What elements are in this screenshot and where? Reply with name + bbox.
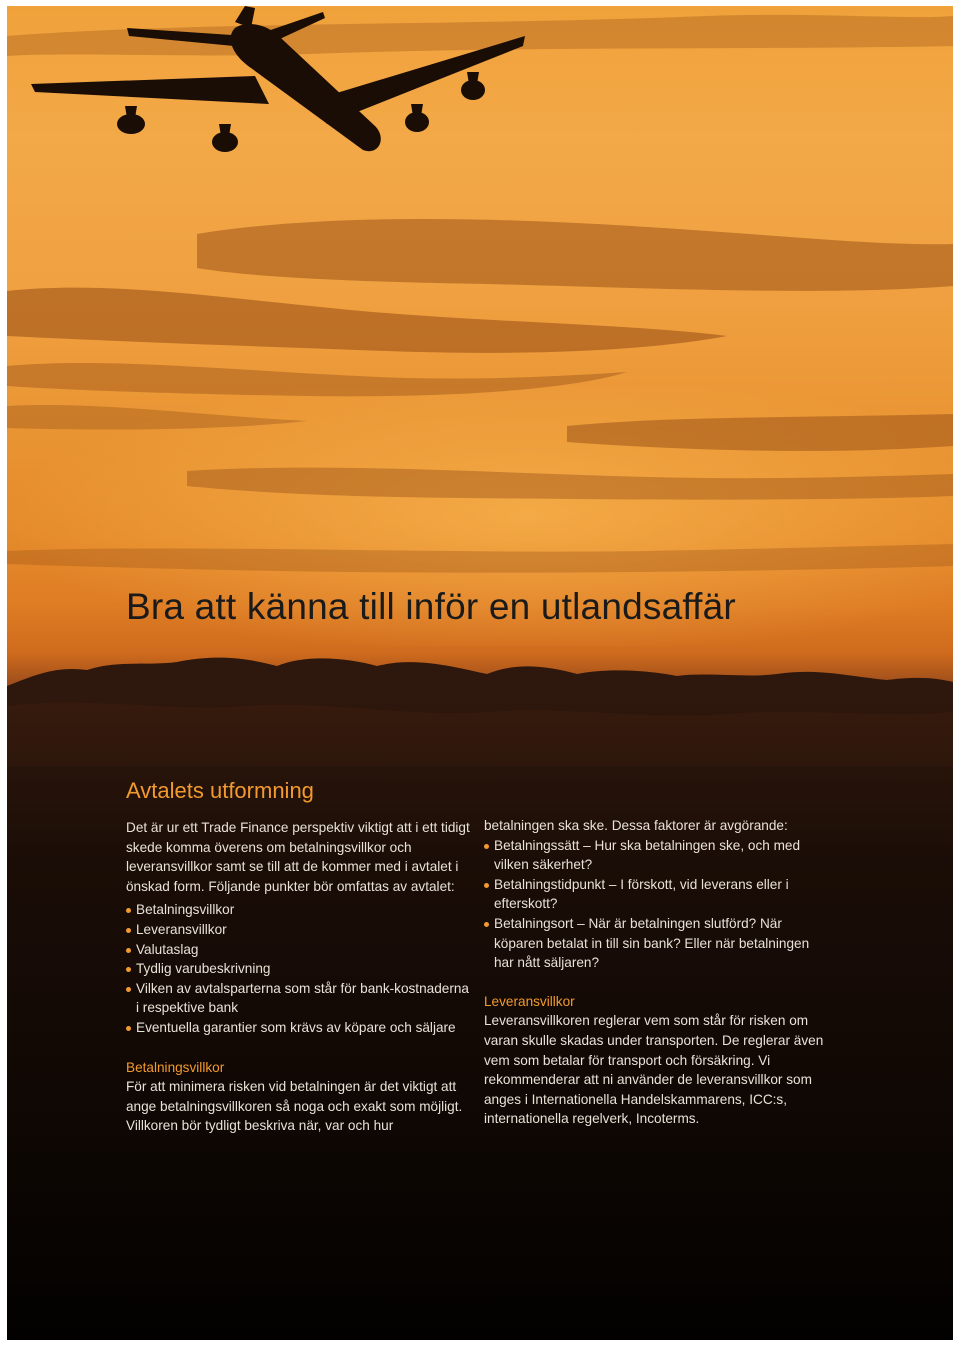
bullet-icon bbox=[126, 987, 131, 992]
list-item-text: Leveransvillkor bbox=[136, 921, 227, 937]
list-item bbox=[126, 940, 471, 960]
left-column bbox=[126, 778, 471, 1136]
bullet-icon bbox=[126, 928, 131, 933]
payment-terms-paragraph: För att minimera risken vid betalningen är det viktigt att ange betalningsvillkoren så noga och exakt som möjligt. Villkoren bör tydligt beskriva när, var och hur bbox=[126, 1079, 463, 1134]
list-item-text: Vilken av avtalsparterna som står för bank-kostnaderna i respektive bank bbox=[136, 980, 469, 1016]
payment-continuation: betalningen ska ske. Dessa faktorer är avgörande: bbox=[484, 818, 788, 833]
list-item bbox=[126, 959, 471, 979]
page-sheet bbox=[7, 6, 953, 1340]
list-item bbox=[126, 979, 471, 1018]
bullet-icon bbox=[126, 948, 131, 953]
list-item-text: Betalningsort – När är betalningen slutförd? När köparen betalat in till sin bank? Eller när betalningen har nått säljaren? bbox=[494, 915, 810, 971]
list-item-text: Betalningsvillkor bbox=[136, 902, 235, 918]
list-item bbox=[126, 900, 471, 920]
intro-paragraph: Det är ur ett Trade Finance perspektiv viktigt att i ett tidigt skede komma överens om betalningsvillkor och leveransvillkor samt se till att de kommer med i avtalet i önskad form. Följande punkter bör omfattas av avtalet: bbox=[126, 820, 470, 894]
list-item bbox=[126, 920, 471, 940]
bullet-icon bbox=[484, 883, 489, 888]
bullet-icon bbox=[126, 1026, 131, 1031]
bullet-icon bbox=[484, 844, 489, 849]
list-item-text: Betalningssätt – Hur ska betalningen ske, och med vilken säkerhet? bbox=[494, 837, 801, 873]
bullet-icon bbox=[126, 908, 131, 913]
section-heading: Avtalets utformning bbox=[126, 778, 314, 803]
list-item-text: Betalningstidpunkt – I förskott, vid leverans eller i efterskott? bbox=[494, 876, 789, 912]
agreement-points-list bbox=[126, 900, 471, 1037]
bullet-icon bbox=[484, 922, 489, 927]
bullet-icon bbox=[126, 967, 131, 972]
list-item bbox=[126, 1018, 471, 1038]
payment-terms-heading: Betalningsvillkor bbox=[126, 1059, 225, 1075]
list-item bbox=[484, 875, 824, 914]
delivery-terms-heading: Leveransvillkor bbox=[484, 993, 575, 1009]
right-column bbox=[484, 816, 824, 1129]
list-item bbox=[484, 914, 824, 973]
list-item-text: Eventuella garantier som krävs av köpare och säljare bbox=[136, 1019, 456, 1035]
page-title: Bra att känna till inför en utlandsaffär bbox=[126, 586, 736, 627]
delivery-terms-paragraph: Leveransvillkoren reglerar vem som står för risken om varan skulle skadas under transporten. De reglerar även vem som betalar för transport och försäkring. Vi rekommenderar att ni använder de leveransvillkor som anges i Internationella Handelskammarens, ICC:s, internationella regelverk, Incoterms. bbox=[484, 1013, 824, 1127]
list-item-text: Tydlig varubeskrivning bbox=[136, 961, 271, 977]
list-item-text: Valutaslag bbox=[136, 941, 199, 957]
sunset-photo bbox=[7, 6, 953, 1340]
payment-points-list bbox=[484, 836, 824, 973]
list-item bbox=[484, 836, 824, 875]
